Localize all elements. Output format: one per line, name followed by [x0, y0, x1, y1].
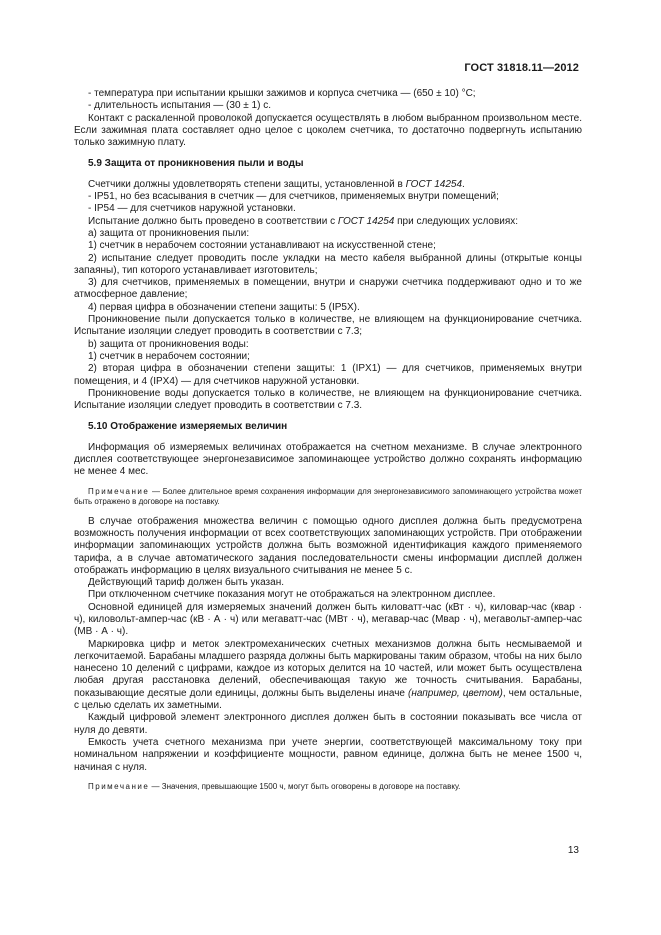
list-item: 1) счетчик в нерабочем состоянии; [88, 350, 250, 362]
text-run: , чем остальные, с целью сделать их заметными. [74, 687, 583, 712]
paragraph [74, 639, 582, 713]
section-heading-5-9: 5.9 Защита от проникновения пыли и воды [88, 158, 304, 170]
paragraph: - температура при испытании крышки зажимов и корпуса счетчика — (650 ± 10) °С; [88, 88, 476, 99]
note [74, 487, 582, 507]
paragraph [74, 216, 582, 228]
text-run: при следующих условиях: [394, 215, 519, 227]
page-body [74, 88, 582, 801]
list-item: 1) счетчик в нерабочем состоянии устанавливают на искусственной стене; [88, 240, 436, 252]
list-item: - IP51, но без всасывания в счетчик — для счетчиков, применяемых внутри помещений; [88, 191, 499, 203]
standard-reference: ГОСТ 14254 [337, 215, 395, 227]
paragraph: Основной единицей для измеряемых значений должен быть киловатт-час (кВт · ч), киловар-час (квар · ч), киловольт-ампер-час (кВ · А · ч) или мегаватт-час (МВт · ч), мегавар-час (Мвар · ч), мегавольт-ампер-час (МВ · А · ч). [74, 601, 582, 638]
paragraph: В случае отображения множества величин с помощью одного дисплея должна быть предусмотрена возможность получения информации от всех соответствующих запоминающих устройств. При отображении информации запоминающих устройств должна быть возможной идентификация каждого применяемого тарифа, а в случае автоматического задания последовательности смены информации дисплей должен отображать информацию в целях визуального считывания не менее 5 с. [74, 515, 582, 576]
note [74, 782, 582, 792]
text-run: . [462, 178, 465, 190]
text-run: Счетчики должны удовлетворять степени защиты, установленной в [88, 178, 406, 190]
standard-reference: ГОСТ 14254 [405, 178, 463, 190]
paragraph: Емкость учета счетного механизма при учете энергии, соответствующей максимальному току при номинальном напряжении и коэффициенте мощности, равном единице, должна быть не менее 1500 ч, начиная с нуля. [74, 736, 582, 773]
note-label: Примечание [88, 486, 150, 496]
paragraph: Проникновение воды допускается только в количестве, не влияющем на функционирование счетчика. Испытание изоляции следует проводить в соответствии с 7.3. [74, 387, 582, 412]
paragraph: Информация об измеряемых величинах отображается на счетном механизме. В случае электронного дисплея соответствующее энергонезависимое запоминающее устройство должно сохранять информацию не менее 4 мес. [74, 441, 582, 478]
list-item: 2) испытание следует проводить после укладки на место кабеля выбранной длины (открытые концы запаяны), тип которого устанавливает изготовитель; [74, 252, 582, 276]
note-text: — Значения, превышающие 1500 ч, могут быть оговорены в договоре на поставку. [149, 781, 461, 791]
section-heading-5-10: 5.10 Отображение измеряемых величин [88, 421, 288, 433]
paragraph: Каждый цифровой элемент электронного дисплея должен быть в состоянии показывать все числа от нуля до девяти. [74, 712, 582, 736]
list-item: 2) вторая цифра в обозначении степени защиты: 1 (IPX1) — для счетчиков, применяемых внутри помещения, и 4 (IPX4) — для счетчиков наружной установки. [74, 363, 582, 387]
paragraph: Проникновение пыли допускается только в количестве, не влияющем на функционирование счетчика. Испытание изоляции следует проводить в соответствии с 7.3; [74, 314, 582, 338]
page-number: 13 [567, 845, 579, 856]
paragraph: При отключенном счетчике показания могут не отображаться на электронном дисплее. [88, 589, 496, 601]
paragraph [74, 179, 582, 191]
text-run: Маркировка цифр и меток электромеханических счетных механизмов должна быть несмываемой и легкочитаемой. Барабаны младшего разряда должны быть маркированы таким образом, чтобы на них было нанесено 10 делений с цифрами, каждое из которых делится на 10 частей, или может быть осуществлена любая другая расстановка делений, обеспечивающая такую же точность считывания. Барабаны, показывающие десятые доли единицы, должны быть выделены иначе [74, 638, 582, 699]
list-item: 4) первая цифра в обозначении степени защиты: 5 (IP5X). [88, 301, 360, 313]
list-item: b) защита от проникновения воды: [88, 338, 249, 350]
paragraph: - длительность испытания — (30 ± 1) с. [88, 100, 272, 112]
paragraph: Действующий тариф должен быть указан. [88, 577, 284, 589]
emphasis: (например, цветом) [408, 687, 503, 699]
note-label: Примечание [88, 781, 150, 791]
list-item: а) защита от проникновения пыли: [88, 227, 250, 239]
text-run: Испытание должно быть проведено в соответствии с [88, 215, 338, 227]
paragraph: Контакт с раскаленной проволокой допускается осуществлять в любом выбранном произвольном месте. Если зажимная плата составляет одно целое с цоколем счетчика, то достаточно подвергнуть испытанию только зажимную плату. [74, 112, 582, 149]
list-item: - IP54 — для счетчиков наружной установки. [88, 203, 296, 215]
list-item: 3) для счетчиков, применяемых в помещении, внутри и снаружи счетчика поддерживают одно и то же атмосферное давление; [74, 277, 582, 301]
note-text: — Более длительное время сохранения информации для энергонезависимого запоминающего устройства может быть отражено в договоре на поставку. [74, 486, 582, 506]
document-code-header: ГОСТ 31818.11—2012 [464, 62, 579, 74]
